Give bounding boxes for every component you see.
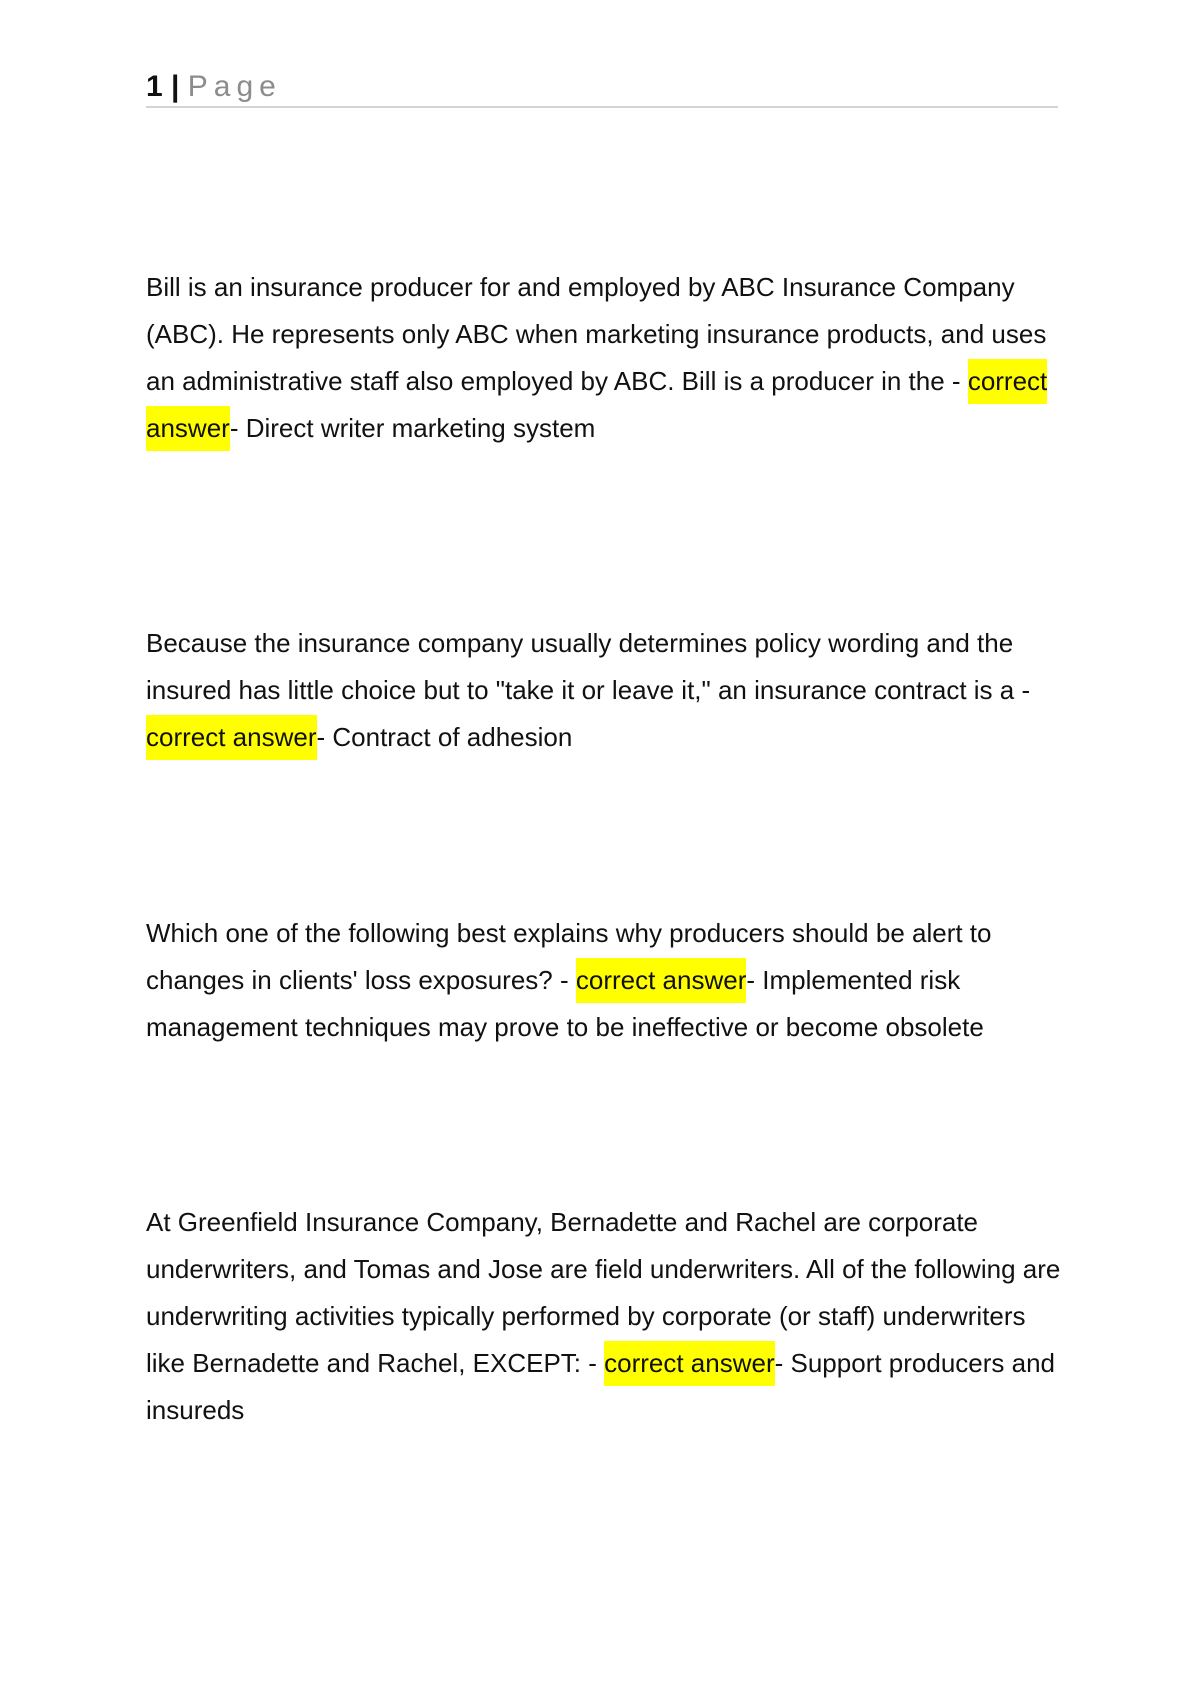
qa-item-2 xyxy=(146,620,1066,761)
question-text: At Greenfield Insurance Company, Bernadette and Rachel are corporate underwriters, and Tomas and Jose are field underwriters. All of the following are underwriting activities typically performed by corporate (or staff) underwriters like Bernadette and Rachel, EXCEPT: - xyxy=(146,1207,1061,1378)
answer-text: - Implemented risk management techniques may prove to be ineffective or become obsolete xyxy=(146,965,984,1042)
page-word: Page xyxy=(187,70,282,103)
page-header xyxy=(146,68,1058,108)
correct-answer-label: correct xyxy=(968,359,1047,404)
question-text: Which one of the following best explains why producers should be alert to changes in clients' loss exposures? - xyxy=(146,918,992,995)
qa-item-1 xyxy=(146,264,1066,452)
answer-text: - Contract of adhesion xyxy=(316,722,573,752)
qa-item-3 xyxy=(146,910,1066,1051)
answer-text: - Direct writer marketing system xyxy=(229,413,596,443)
correct-answer-label: correct answer xyxy=(146,715,317,760)
qa-item-4 xyxy=(146,1199,1066,1434)
answer-text: - Support producers and insureds xyxy=(146,1348,1056,1425)
correct-answer-label: correct answer xyxy=(576,958,747,1003)
page-number-separator: | xyxy=(162,70,188,103)
correct-answer-label: answer xyxy=(146,406,230,451)
question-text: Because the insurance company usually determines policy wording and the insured has little choice but to "take it or leave it," an insurance contract is a - xyxy=(146,628,1031,705)
correct-answer-label: correct answer xyxy=(604,1341,775,1386)
question-text: Bill is an insurance producer for and employed by ABC Insurance Company (ABC). He represents only ABC when marketing insurance products, and uses an administrative staff also employed by ABC. Bill is a producer in the - xyxy=(146,272,1047,396)
page-number: 1 xyxy=(146,70,163,103)
